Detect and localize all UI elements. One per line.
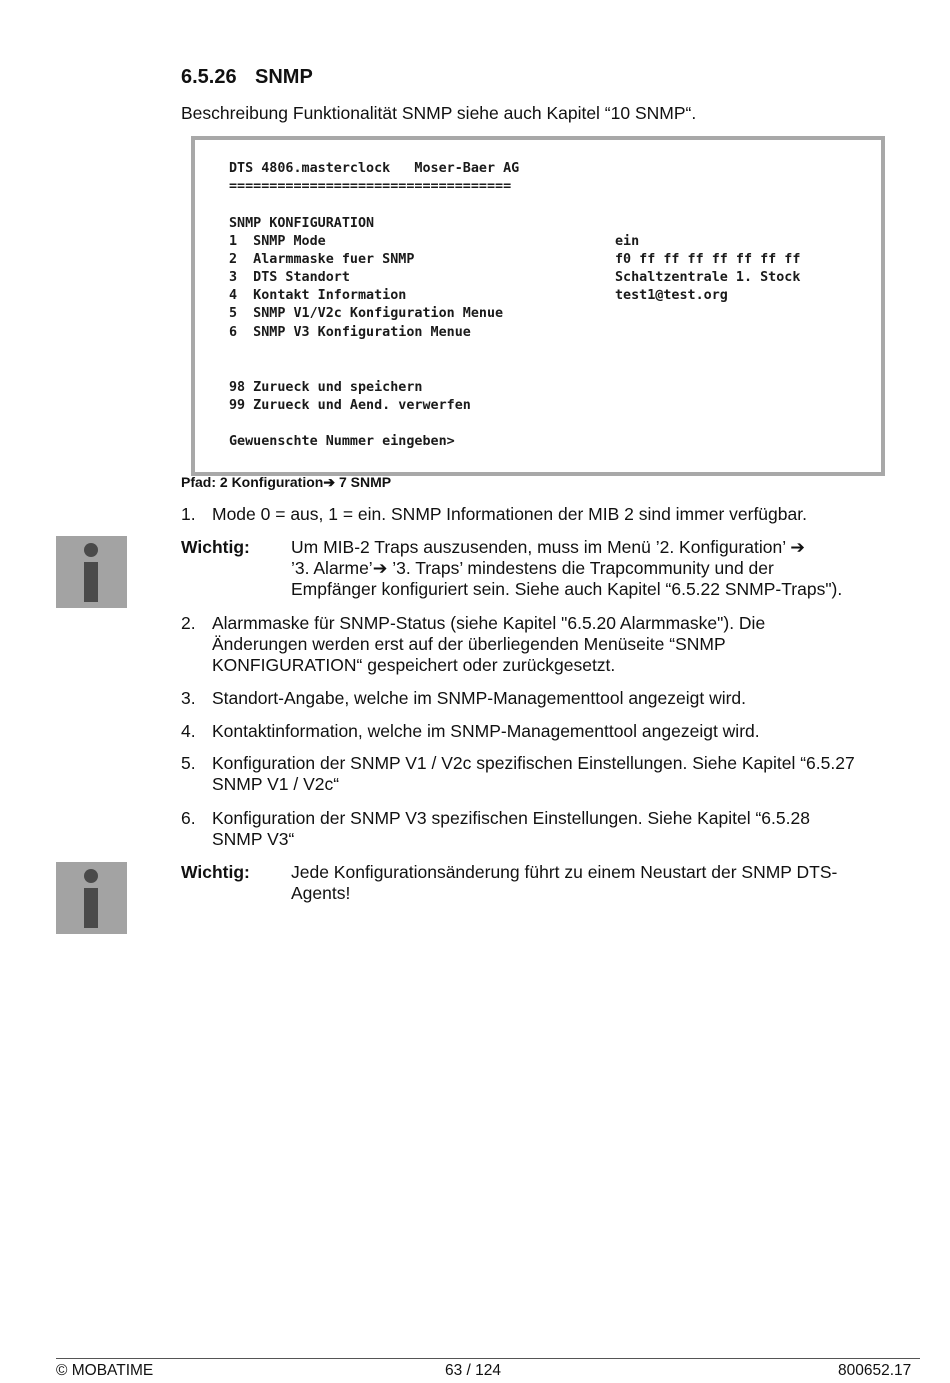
note-label: Wichtig: xyxy=(181,862,250,882)
note-text xyxy=(291,862,906,904)
terminal-item-label: 4 Kontakt Information xyxy=(229,288,407,303)
terminal-prompt: Gewuenschte Nummer eingeben> xyxy=(229,434,455,449)
terminal-item-label: 5 SNMP V1/V2c Konfiguration Menue xyxy=(229,306,504,321)
terminal-header: DTS 4806.masterclock Moser-Baer AG xyxy=(229,161,520,176)
terminal-item-value: f0 ff ff ff ff ff ff ff xyxy=(615,252,801,267)
footer-divider xyxy=(56,1358,920,1359)
arrow-icon: ➔ xyxy=(323,474,336,490)
info-icon-bar xyxy=(84,562,98,602)
note-label: Wichtig: xyxy=(181,537,250,557)
info-icon xyxy=(56,536,127,608)
list-line: SNMP V1 / V2c“ xyxy=(212,774,340,794)
info-icon-dot xyxy=(84,869,98,883)
note-text xyxy=(291,537,906,600)
terminal-item-value: ein xyxy=(615,234,640,249)
terminal-item-value: Schaltzentrale 1. Stock xyxy=(615,270,801,285)
section-heading xyxy=(181,66,313,89)
terminal-separator: =================================== xyxy=(229,179,512,194)
list-text xyxy=(212,753,922,795)
terminal-item-value: test1@test.org xyxy=(615,288,728,303)
terminal-menu-title: SNMP KONFIGURATION xyxy=(229,216,375,231)
note-line: Um MIB-2 Traps auszusenden, muss im Menü ’2. Konfiguration’ ➔ xyxy=(291,537,805,557)
list-text xyxy=(212,504,922,525)
section-title: SNMP xyxy=(255,66,313,88)
footer-document-number: 800652.17 xyxy=(838,1362,912,1379)
list-line: SNMP V3“ xyxy=(212,829,295,849)
note-line: Jede Konfigurationsänderung führt zu einem Neustart der SNMP DTS- xyxy=(291,862,838,882)
path-suffix: 7 SNMP xyxy=(335,474,392,490)
info-icon-bar xyxy=(84,888,98,928)
terminal-item-label: 2 Alarmmaske fuer SNMP xyxy=(229,252,415,267)
terminal-item-label: 6 SNMP V3 Konfiguration Menue xyxy=(229,325,471,340)
list-line: Standort-Angabe, welche im SNMP-Managementtool angezeigt wird. xyxy=(212,688,747,708)
path-caption xyxy=(181,474,391,491)
list-number: 5. xyxy=(181,753,196,773)
list-text xyxy=(212,808,922,850)
terminal-item-label: 1 SNMP Mode xyxy=(229,234,326,249)
terminal-item-label: 3 DTS Standort xyxy=(229,270,350,285)
list-line: Konfiguration der SNMP V3 spezifischen Einstellungen. Siehe Kapitel “6.5.28 xyxy=(212,808,810,828)
note-line: Empfänger konfiguriert sein. Siehe auch Kapitel “6.5.22 SNMP-Traps"). xyxy=(291,579,843,599)
list-text xyxy=(212,721,922,742)
list-text xyxy=(212,613,922,676)
list-line: Kontaktinformation, welche im SNMP-Managementtool angezeigt wird. xyxy=(212,721,760,741)
terminal-save-option: 98 Zurueck und speichern xyxy=(229,380,423,395)
terminal-discard-option: 99 Zurueck und Aend. verwerfen xyxy=(229,398,471,413)
list-number: 1. xyxy=(181,504,196,524)
list-number: 3. xyxy=(181,688,196,708)
list-line: KONFIGURATION“ gespeichert oder zurückgesetzt. xyxy=(212,655,616,675)
footer-page-number: 63 / 124 xyxy=(445,1362,502,1379)
section-number: 6.5.26 xyxy=(181,66,237,88)
list-line: Änderungen werden erst auf der überliegenden Menüseite “SNMP xyxy=(212,634,726,654)
list-number: 4. xyxy=(181,721,196,741)
list-line: Alarmmaske für SNMP-Status (siehe Kapitel "6.5.20 Alarmmaske"). Die xyxy=(212,613,766,633)
list-number: 6. xyxy=(181,808,196,828)
footer-copyright: © MOBATIME xyxy=(56,1362,154,1379)
note-line: Agents! xyxy=(291,883,351,903)
info-icon xyxy=(56,862,127,934)
note-line: ’3. Alarme’➔ ’3. Traps’ mindestens die Trapcommunity und der xyxy=(291,558,774,578)
list-line: Konfiguration der SNMP V1 / V2c spezifischen Einstellungen. Siehe Kapitel “6.5.27 xyxy=(212,753,855,773)
info-icon-dot xyxy=(84,543,98,557)
path-prefix: Pfad: 2 Konfiguration xyxy=(181,474,324,490)
list-line: Mode 0 = aus, 1 = ein. SNMP Informationen der MIB 2 sind immer verfügbar. xyxy=(212,504,807,524)
terminal-screenshot xyxy=(191,136,885,476)
list-number: 2. xyxy=(181,613,196,633)
list-text xyxy=(212,688,922,709)
intro-text: Beschreibung Funktionalität SNMP siehe auch Kapitel “10 SNMP“. xyxy=(181,103,697,123)
